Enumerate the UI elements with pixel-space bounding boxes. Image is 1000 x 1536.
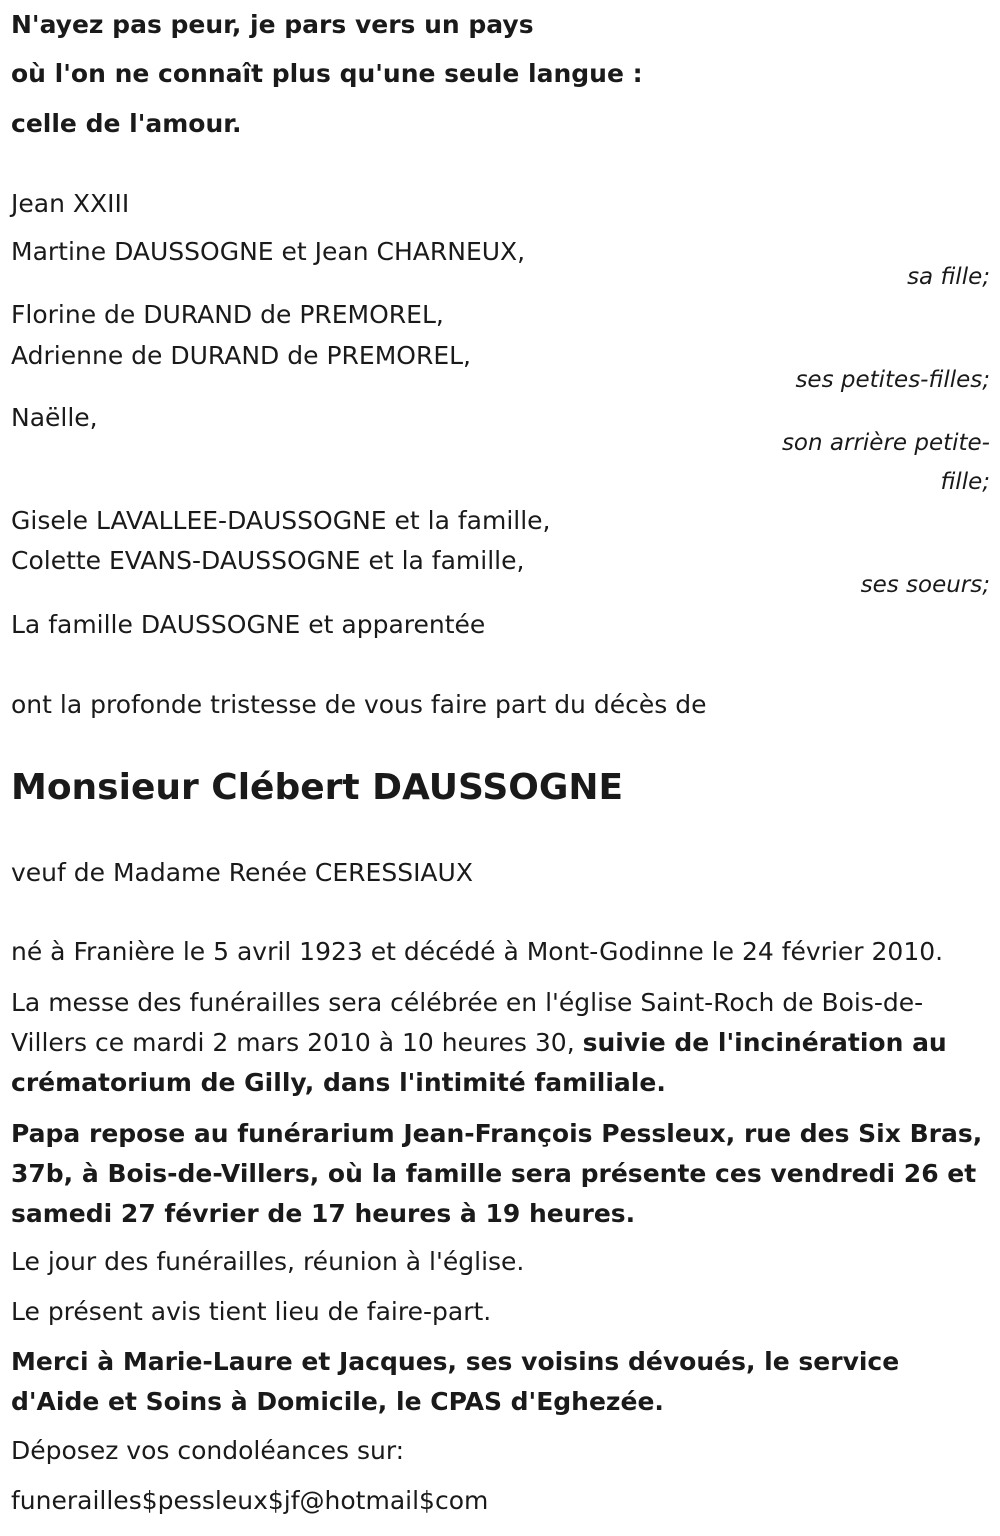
- deceased-name: Monsieur Clébert DAUSSOGNE: [11, 767, 624, 808]
- birth-death: né à Franière le 5 avril 1923 et décédé à Mont-Godinne le 24 février 2010.: [11, 937, 944, 966]
- extended-family: La famille DAUSSOGNE et apparentée: [11, 610, 486, 639]
- announcement: ont la profonde tristesse de vous faire part du décès de: [11, 690, 707, 719]
- funeral-mass-regular: La messe des funérailles sera célébrée en l'église Saint-Roch de Bois-de-Villers ce mardi 2 mars 2010 à 10 heures 30,: [11, 988, 924, 1057]
- condolences-address: funerailles$pessleux$jf@hotmail$com: [11, 1486, 489, 1515]
- granddaughters-relation: ses petites-filles;: [795, 367, 990, 393]
- quote-author: Jean XXIII: [11, 189, 130, 218]
- quote-line-1: N'ayez pas peur, je pars vers un pays: [11, 10, 534, 39]
- notice: Le présent avis tient lieu de faire-part.: [11, 1297, 492, 1326]
- granddaughter-name-2: Adrienne de DURAND de PREMOREL,: [11, 341, 471, 370]
- sisters-relation: ses soeurs;: [860, 572, 990, 598]
- funeral-mass: [11, 983, 991, 1103]
- sister-name-1: Gisele LAVALLEE-DAUSSOGNE et la famille,: [11, 506, 551, 535]
- daughter-names: Martine DAUSSOGNE et Jean CHARNEUX,: [11, 237, 526, 266]
- repose-info: Papa repose au funérarium Jean-François Pessleux, rue des Six Bras, 37b, à Bois-de-Villers, où la famille sera présente ces vendredi 26 et samedi 27 février de 17 heures à 19 heures.: [11, 1119, 983, 1228]
- granddaughter-name-1: Florine de DURAND de PREMOREL,: [11, 300, 444, 329]
- funeral-mass-bold: suivie de l'incinération au crématorium de Gilly, dans l'intimité familiale.: [11, 1028, 947, 1097]
- thanks: Merci à Marie-Laure et Jacques, ses voisins dévoués, le service d'Aide et Soins à Domicile, le CPAS d'Eghezée.: [11, 1347, 900, 1416]
- condolences-label: Déposez vos condoléances sur:: [11, 1436, 405, 1465]
- great-granddaughter-name: Naëlle,: [11, 403, 98, 432]
- great-granddaughter-relation-2: fille;: [940, 469, 990, 495]
- great-granddaughter-relation-1: son arrière petite-: [781, 430, 990, 456]
- funeral-meeting: Le jour des funérailles, réunion à l'église.: [11, 1247, 525, 1276]
- widower-of: veuf de Madame Renée CERESSIAUX: [11, 858, 473, 887]
- quote-line-3: celle de l'amour.: [11, 109, 242, 138]
- quote-line-2: où l'on ne connaît plus qu'une seule langue :: [11, 59, 643, 88]
- sister-name-2: Colette EVANS-DAUSSOGNE et la famille,: [11, 546, 525, 575]
- daughter-relation: sa fille;: [907, 264, 990, 290]
